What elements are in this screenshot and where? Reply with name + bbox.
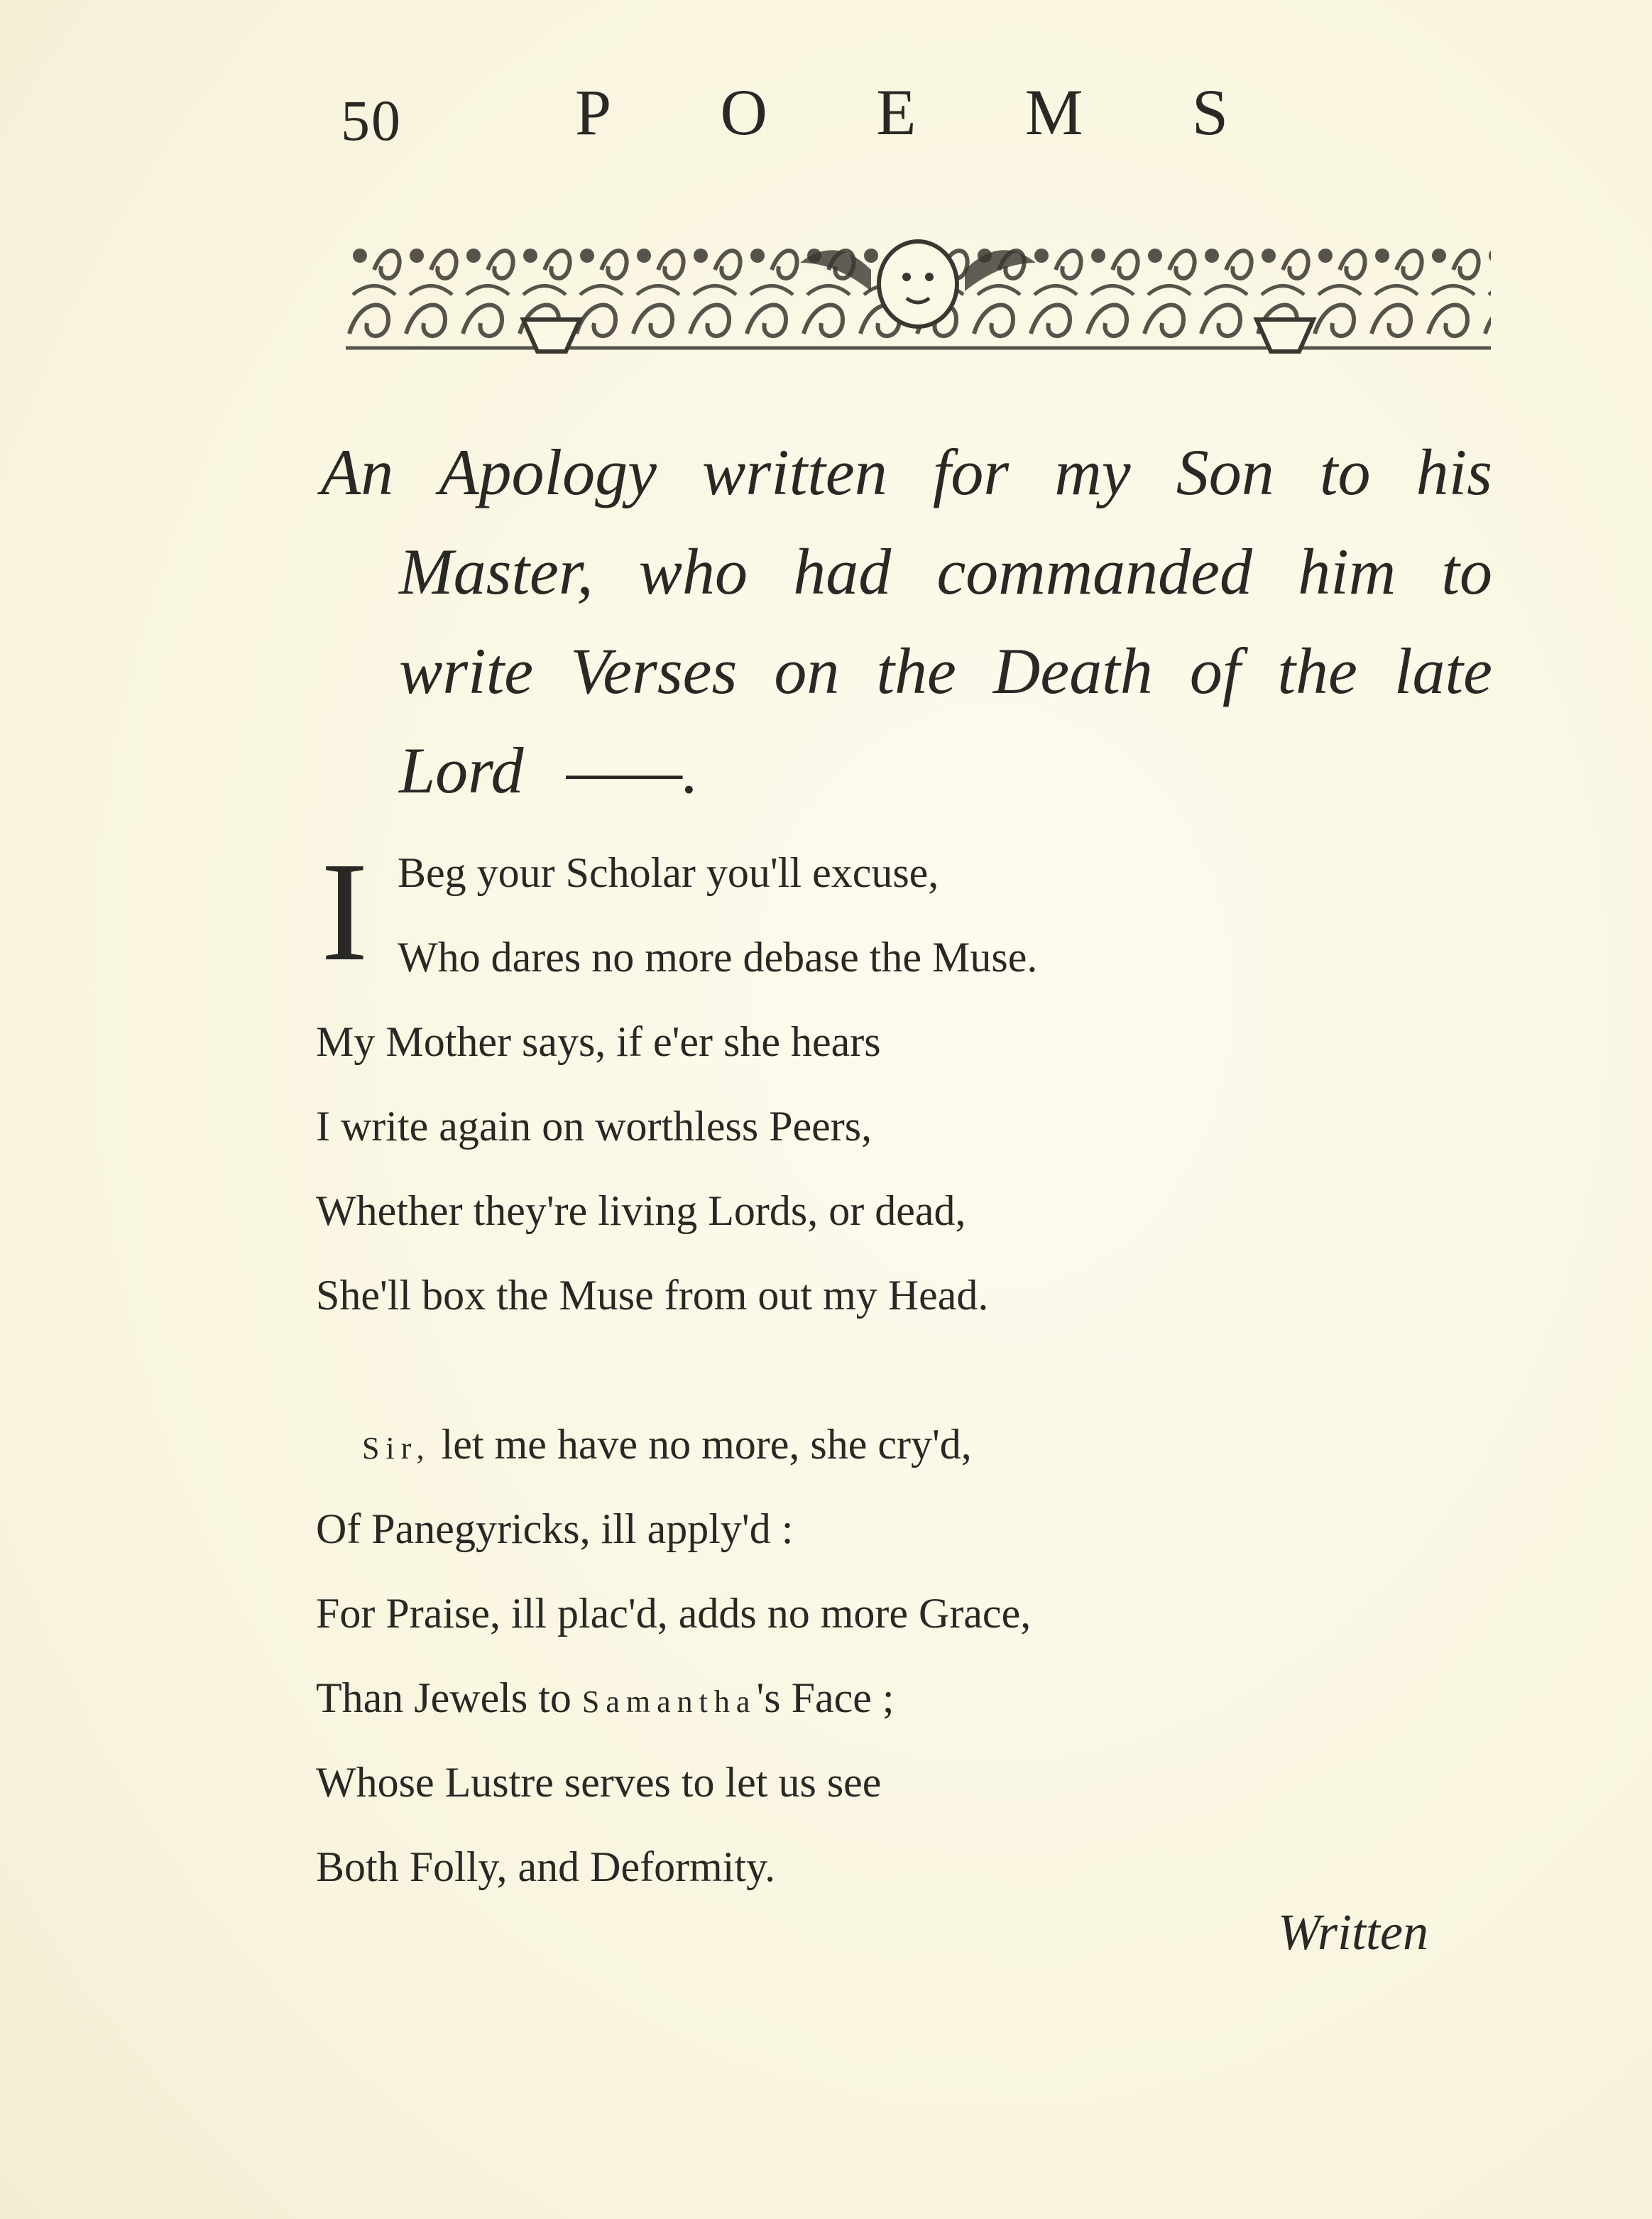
title-word: him (1298, 535, 1396, 608)
drop-cap: I (321, 834, 368, 991)
verse-line: I write again on worthless Peers, (316, 1103, 873, 1150)
verse-line: She'll box the Muse from out my Head. (316, 1272, 989, 1319)
title-word: of (1189, 635, 1241, 707)
verse-line: Who dares no more debase the Muse. (398, 934, 1038, 981)
title-word: for (932, 436, 1010, 508)
verse-line: My Mother says, if e'er she hears (316, 1018, 881, 1065)
title-word: Lord (399, 734, 524, 807)
title-word: An (321, 436, 394, 508)
title-word: the (876, 635, 956, 707)
title-word: my (1054, 436, 1131, 508)
title-word: on (774, 635, 840, 707)
title-word: commanded (936, 535, 1252, 608)
title-word: his (1416, 436, 1492, 508)
verse-line (316, 1402, 1031, 1487)
title-line (321, 422, 1492, 522)
title-word: Master, (399, 535, 593, 608)
title-word: to (1441, 535, 1492, 608)
running-head-letter: M (1024, 76, 1083, 148)
page-number: 50 (341, 88, 402, 153)
title-word: the (1277, 635, 1357, 707)
stanza1-opening-lines (398, 831, 1037, 1000)
verse-text: Than Jewels to (316, 1674, 582, 1721)
title-line (321, 621, 1492, 721)
title-word: Verses (570, 635, 738, 707)
floral-headpiece-ornament (346, 227, 1491, 359)
running-head (575, 75, 1228, 150)
title-word: who (638, 535, 748, 608)
verse-line: Beg your Scholar you'll excuse, (398, 849, 939, 896)
verse-line: Of Panegyricks, ill apply'd : (316, 1505, 794, 1552)
running-head-letter: P (575, 76, 612, 148)
stanza1 (316, 1000, 988, 1338)
verse-line: Whether they're living Lords, or dead, (316, 1187, 966, 1234)
verse-text: let me have no more, she cry'd, (430, 1421, 972, 1468)
small-caps-word: Sir, (362, 1431, 431, 1466)
title-line (321, 522, 1492, 621)
title-word: Death (992, 635, 1153, 707)
title-word: late (1394, 635, 1492, 707)
verse-line (316, 1656, 1031, 1740)
running-head-letter: E (876, 76, 917, 148)
title-word: Apology (439, 436, 657, 508)
title-word: write (399, 635, 534, 707)
verse-line: Whose Lustre serves to let us see (316, 1759, 882, 1806)
small-caps-word: Samantha (581, 1684, 757, 1719)
title-word: had (793, 535, 892, 608)
catchword: Written (1278, 1904, 1428, 1961)
title-word: written (702, 436, 887, 508)
title-word: to (1319, 436, 1371, 508)
verse-line: For Praise, ill plac'd, adds no more Grace, (316, 1590, 1032, 1637)
running-head-letter: O (720, 76, 767, 148)
stanza2 (316, 1402, 1031, 1909)
verse-line: Both Folly, and Deformity. (316, 1843, 776, 1890)
page-header (334, 75, 1228, 153)
running-head-letter: S (1191, 76, 1228, 148)
title-word: Son (1176, 436, 1274, 508)
verse-text: 's Face ; (756, 1674, 895, 1721)
poem-title (321, 422, 1492, 820)
title-word: ——. (566, 734, 699, 807)
title-line (321, 721, 1492, 820)
